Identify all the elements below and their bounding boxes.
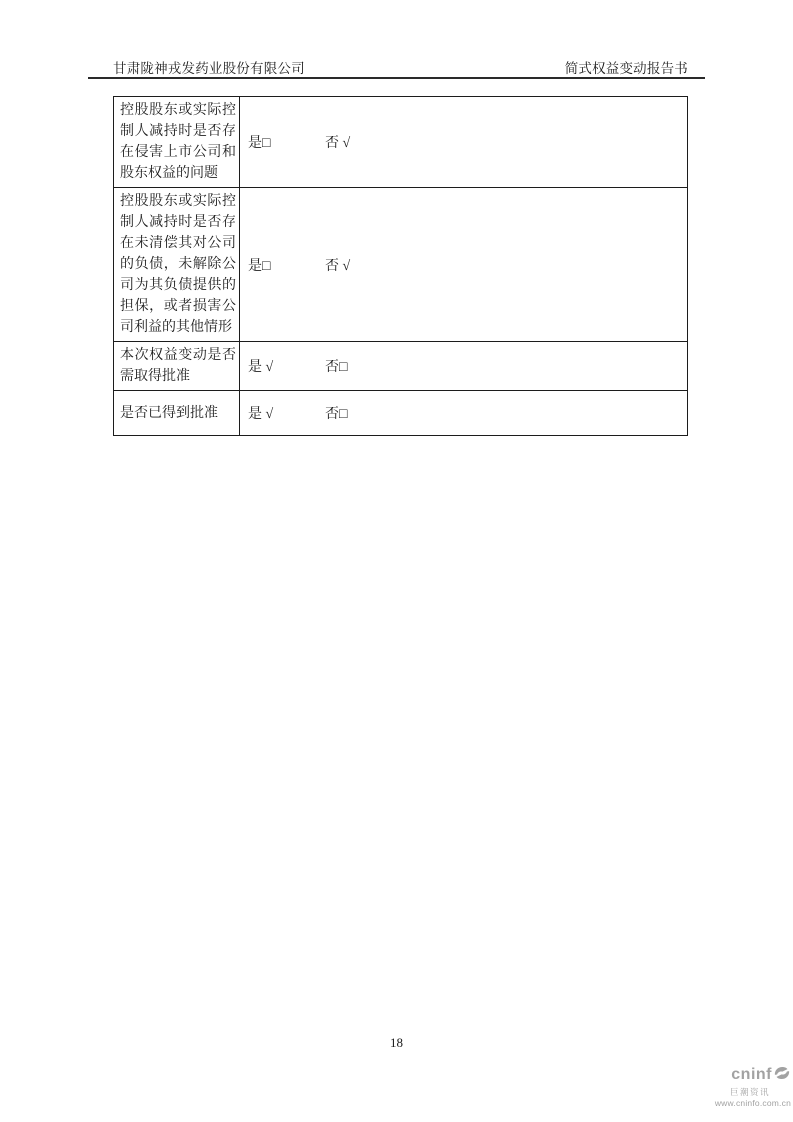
question-cell: 是否已得到批准: [114, 391, 240, 436]
table-row: [114, 342, 688, 391]
no-option: 否□: [325, 407, 348, 422]
no-option: 否□: [325, 360, 348, 375]
answer-cell: [240, 391, 688, 436]
table-row: [114, 97, 688, 188]
no-option: 否 √: [325, 258, 351, 274]
yes-option: 是□: [248, 258, 271, 274]
answer-cell: [240, 97, 688, 188]
page-number: 18: [390, 1035, 403, 1050]
answer-cell: [240, 342, 688, 391]
cninfo-url: www.cninfo.com.cn: [714, 1097, 791, 1108]
yes-option: 是 √: [248, 360, 274, 375]
table-row: [114, 391, 688, 436]
table-row: [114, 188, 688, 342]
answer-cell: [240, 188, 688, 342]
cninfo-chinese-name: 巨潮资讯: [729, 1087, 770, 1097]
question-cell: 控股股东或实际控制人减持时是否存在未清偿其对公司的负债，未解除公司为其负债提供的担保，或者损害公司利益的其他情形: [114, 188, 240, 342]
header-company-name: 甘肃陇神戎发药业股份有限公司: [113, 61, 305, 76]
header-rule: [88, 77, 705, 79]
cninfo-brand-row: [715, 1064, 791, 1086]
qa-table: [113, 96, 688, 436]
question-cell: 控股股东或实际控制人减持时是否存在侵害上市公司和股东权益的问题: [114, 97, 240, 188]
cninfo-logo: [715, 1064, 791, 1107]
cninfo-swirl-icon: [773, 1064, 791, 1086]
header-doc-title: 简式权益变动报告书: [564, 61, 688, 76]
yes-option: 是□: [248, 136, 271, 151]
question-cell: 本次权益变动是否需取得批准: [114, 342, 240, 391]
cninfo-brand-text: cninf: [731, 1066, 772, 1083]
yes-option: 是 √: [248, 407, 274, 422]
no-option: 否 √: [325, 136, 351, 151]
